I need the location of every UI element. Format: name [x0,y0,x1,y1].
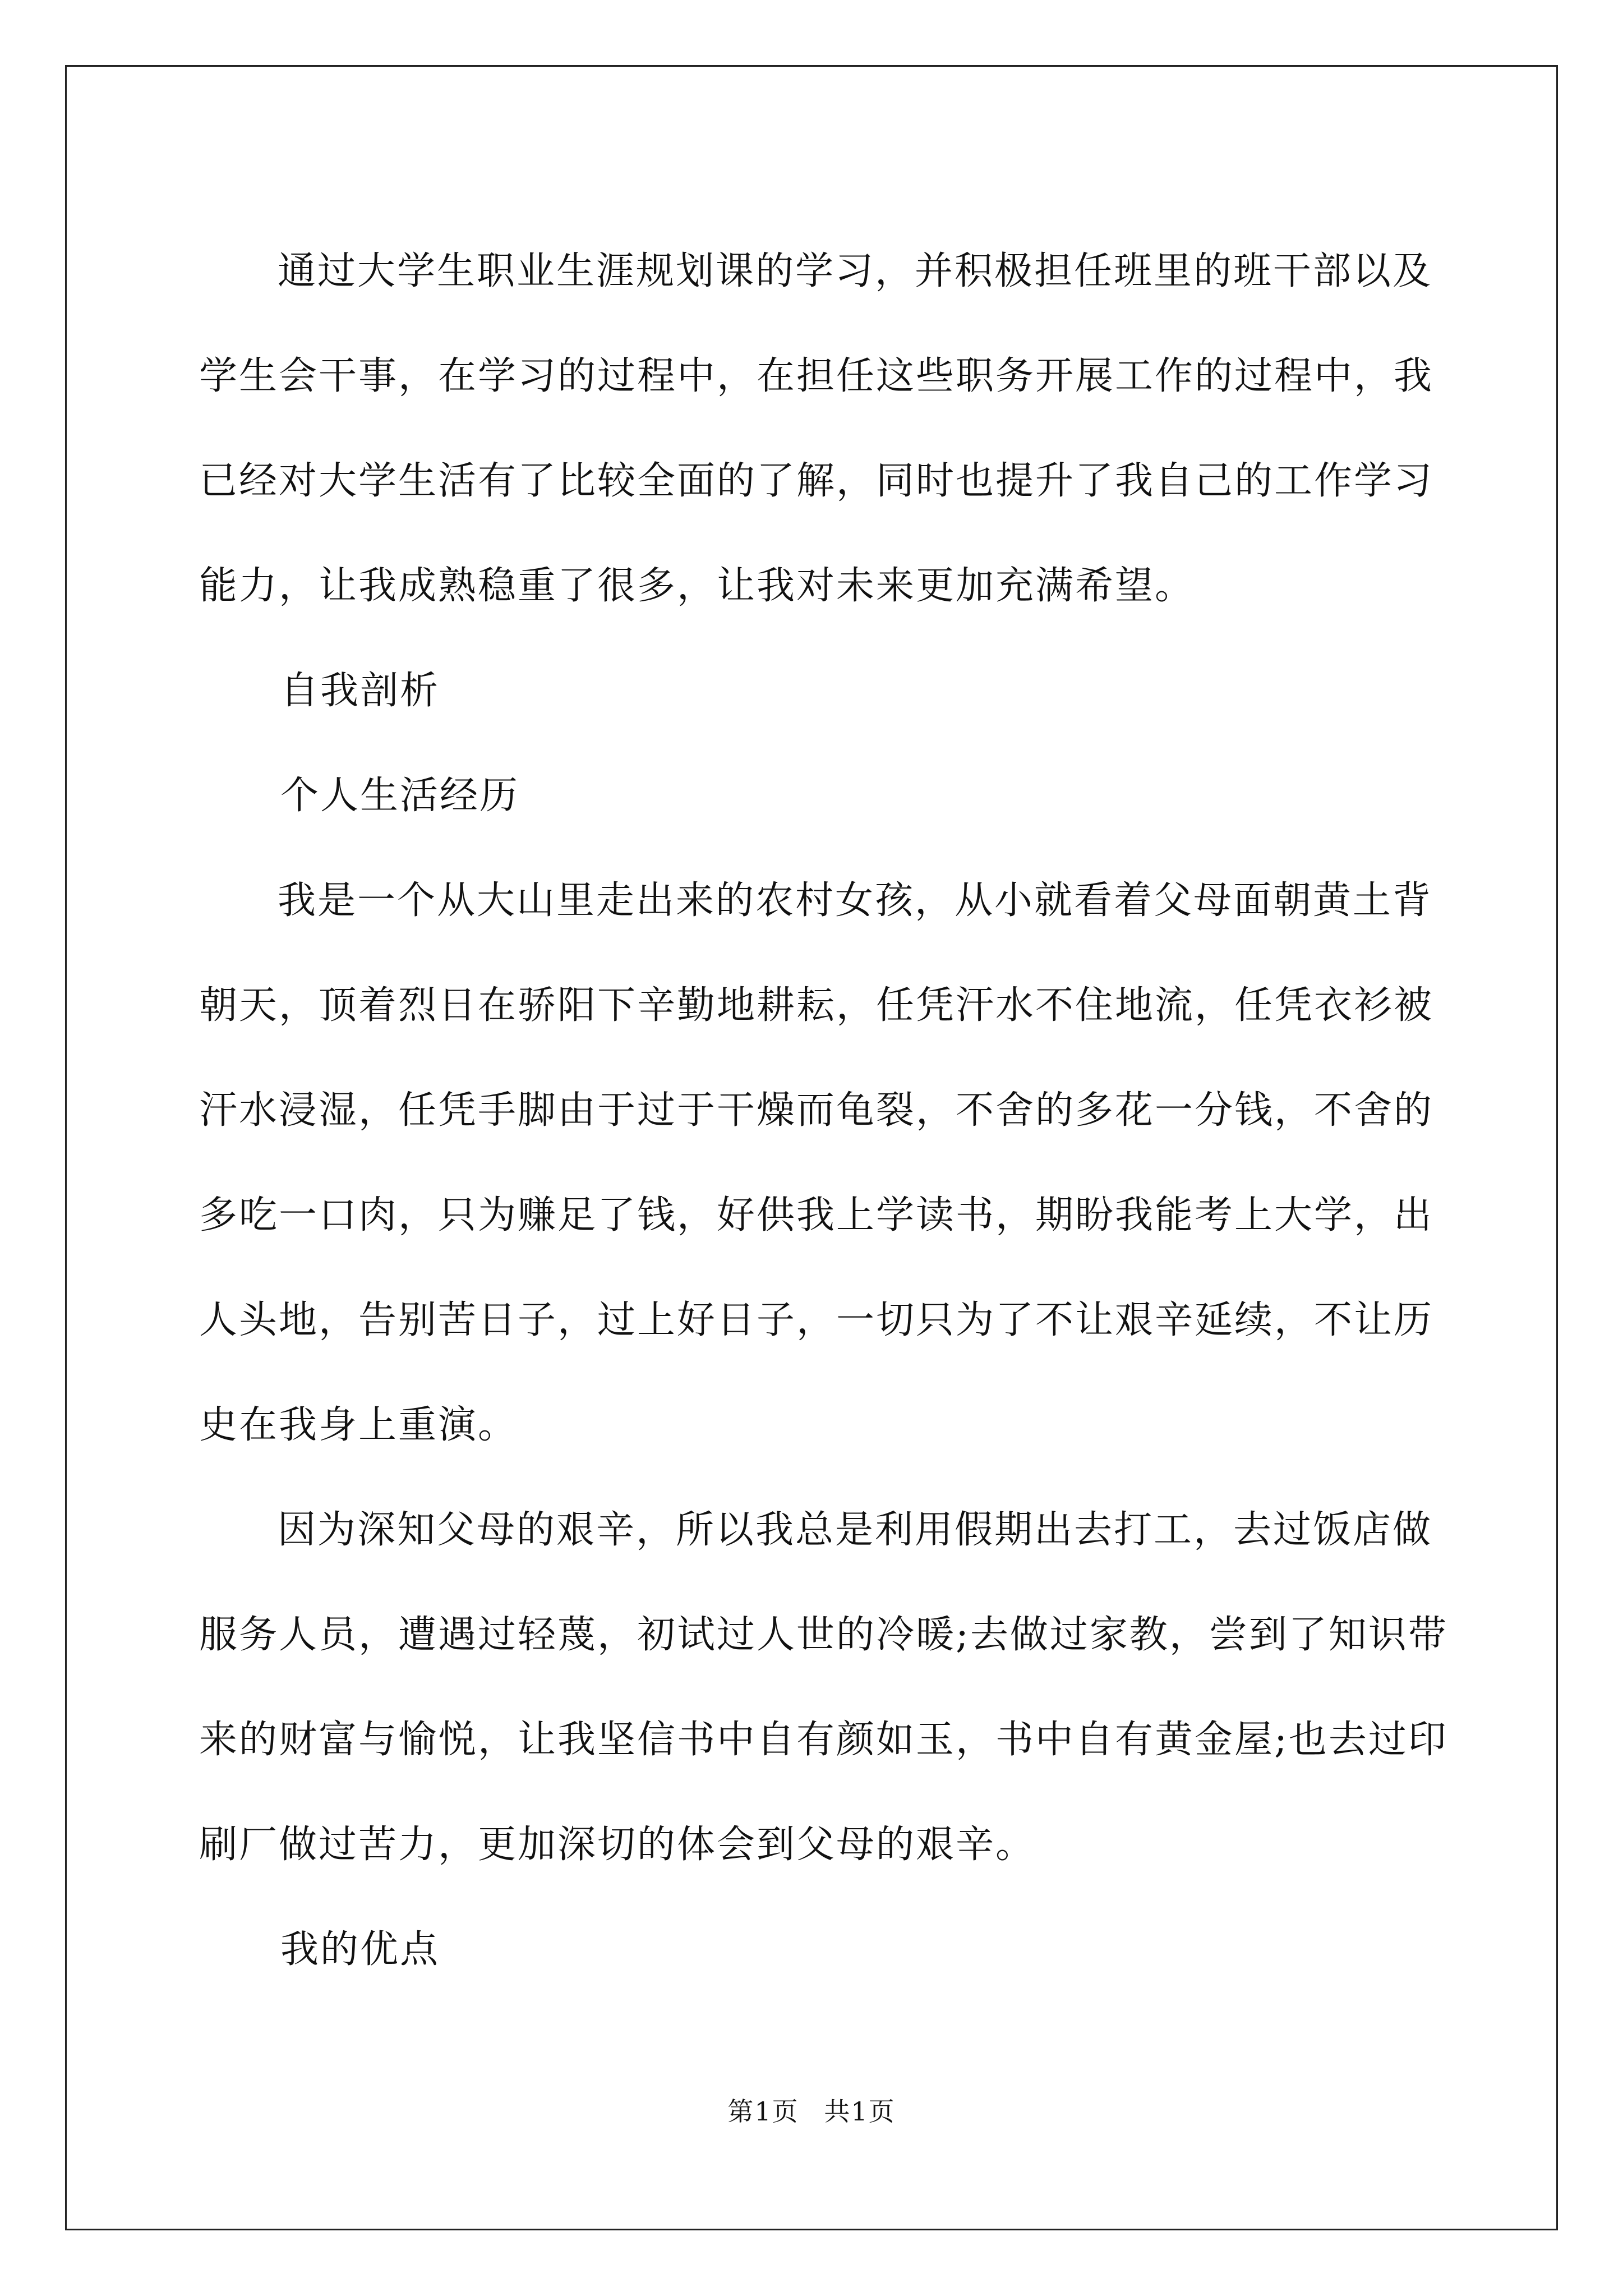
heading-my-strengths: 我的优点 [280,1927,440,1972]
paragraph-career-course: 通过大学生职业生涯规划课的学习，并积极担任班里的班干部以及学生会干事，在学习的过程中，在担任这些职务开展工作的过程中，我已经对大学生活有了比较全面的了解，同时也提升了我自己的工作学习能力，让我成熟稳重了很多，让我对未来更加充满希望。 [199,249,1434,608]
page-total: 共1页 [824,2096,896,2127]
heading-personal-experience: 个人生活经历 [280,774,520,818]
page-footer [0,2091,1623,2128]
heading-self-analysis: 自我剖析 [280,669,440,713]
page-number: 第1页 [727,2096,799,2127]
paragraph-part-time-work: 因为深知父母的艰辛，所以我总是利用假期出去打工，去过饭店做服务人员，遭遇过轻蔑，初试过人世的冷暖;去做过家教，尝到了知识带来的财富与愉悦，让我坚信书中自有颜如玉，书中自有黄金屋;也去过印刷厂做过苦力，更加深切的体会到父母的艰辛。 [199,1508,1448,1867]
document-body [199,219,1461,2002]
paragraph-rural-background: 我是一个从大山里走出来的农村女孩，从小就看着父母面朝黄土背朝天，顶着烈日在骄阳下辛勤地耕耘，任凭汗水不住地流，任凭衣衫被汗水浸湿，任凭手脚由于过于干燥而龟裂，不舍的多花一分钱，不舍的多吃一口肉，只为赚足了钱，好供我上学读书，期盼我能考上大学，出人头地，告别苦日子，过上好日子，一切只为了不让艰辛延续，不让历史在我身上重演。 [199,878,1434,1447]
